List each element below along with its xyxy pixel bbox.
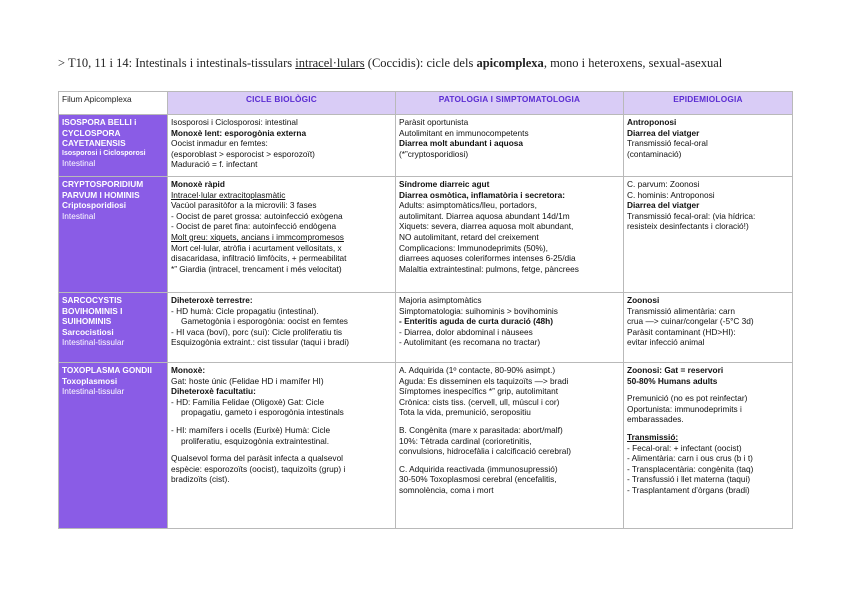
- organism-name: CRYPTOSPORIDIUM PARVUM I HOMINIS: [62, 179, 144, 200]
- patologia-cell: Síndrome diarreic agut Diarrea osmòtica, inflamatòria i secretora: Adults: asimptomàtics/lleu, portadors, autolimitant. Diarrea aquosa abundant 14d/1m Xiquets: severa, diarrea aquosa molt abundant, NO autolimitant, retard del creixement Complicacions: Immunodeprimits (50%), diarrees aquoses coleriformes intenses 6-25/dia Malaltia extraintestinal: pulmons, fetge, pàncrees: [396, 177, 624, 293]
- organism-type: Intestinal: [62, 210, 96, 221]
- organism-name: TOXOPLASMA GONDII: [62, 365, 152, 375]
- apicomplexa-table: [58, 91, 793, 529]
- table-row: [59, 115, 793, 177]
- organism-type: Intestinal: [62, 157, 96, 168]
- organism-cell: [59, 293, 168, 363]
- patologia-cell: Paràsit oportunista Autolimitant en immunocompetents Diarrea molt abundant i aquosa (*”cryptosporidiosi): [396, 115, 624, 177]
- table-row: [59, 177, 793, 293]
- table-row: [59, 363, 793, 529]
- organism-cell: [59, 177, 168, 293]
- organism-type: Intestinal-tissular: [62, 337, 125, 348]
- table-header-row: [59, 92, 793, 115]
- organism-name: SARCOCYSTIS BOVIHOMINIS I SUIHOMINIS: [62, 295, 123, 327]
- cicle-cell: Monoxè ràpid Intracel·lular extracitoplasmàtic Vacúol parasitòfor a la microvili: 3 fases - Oocist de paret grossa: autoinfecció exògena - Oocist de paret fina: autoinfecció endògena Molt greu: xiquets, ancians i immcompromesos Mort cel·lular, atròfia i acurtament vellositats, x disacaridasa, infiltració limfòcits, + permeabilitat *” Giardia (intracel, trencament i més velocitat): [168, 177, 396, 293]
- epidemiologia-cell: Antroponosi Diarrea del viatger Transmissió fecal-oral (contaminació): [624, 115, 793, 177]
- disease-name: Toxoplasmosi: [62, 375, 118, 386]
- header-cicle-biologic: CICLE BIOLÒGIC: [168, 92, 396, 115]
- cicle-cell: Diheteroxè terrestre: - HD humà: Cicle propagatiu (intestinal). Gametogònia i esporogònia: oocist en femtes - HI vaca (boví), porc (suí): Cicle proliferatiu tis Esquizogònia extraint.: cist tissular (taqui i bradi): [168, 293, 396, 363]
- page-title: > T10, 11 i 14: Intestinals i intestinals-tissulars intracel·lulars (Coccidis): cicle dels apicomplexa, mono i heteroxens, sexual-asexual: [58, 56, 723, 70]
- disease-name: Sarcocistiosi: [62, 326, 114, 337]
- organism-cell: [59, 363, 168, 529]
- organism-type: Intestinal-tissular: [62, 386, 125, 397]
- patologia-cell: A. Adquirida (1º contacte, 80-90% asimpt.) Aguda: Es disseminen els taquizoïts —> bradi Símptomes inespecífics *” grip, autolimitant Crònica: cists tiss. (cervell, ull, múscul i cor) Tota la vida, premunició, seropositiu B. Congènita (mare x parasitada: abort/malf) 10%: Tètrada cardinal (corioretinitis, convulsions, hidrocefàlia i calcificació cerebral) C. Adquirida reactivada (immunosupressió) 30-50% Toxoplasmosi cerebral (encefalitis, somnolència, coma i mort: [396, 363, 624, 529]
- epidemiologia-cell: Zoonosi Transmissió alimentària: carn crua —> cuinar/congelar (-5°C 3d) Paràsit contaminant (HD>HI): evitar infecció animal: [624, 293, 793, 363]
- disease-name: Criptosporidiosi: [62, 200, 127, 211]
- epidemiologia-cell: C. parvum: Zoonosi C. hominis: Antroponosi Diarrea del viatger Transmissió fecal-oral: (via hídrica: resisteix desinfectants i cloració!): [624, 177, 793, 293]
- cicle-cell: Monoxè: Gat: hoste únic (Felidae HD i mamífer HI) Diheteroxè facultatiu: - HD: Família Felidae (Oligoxè) Gat: Cicle propagatiu, gameto i esporogònia intestinals - HI: mamífers i ocells (Eurixè) Humà: Cicle proliferatiu, esquizogònia extraintestinal. Qualsevol forma del paràsit infecta a qualsevol espècie: esporozoïts (oocist), taquizoïts (grup) i bradizoïts (cist).: [168, 363, 396, 529]
- header-epidemiologia: EPIDEMIOLOGIA: [624, 92, 793, 115]
- organism-name: ISOSPORA BELLI i CYCLOSPORA CAYETANENSIS: [62, 117, 137, 149]
- organism-cell: [59, 115, 168, 177]
- epidemiologia-cell: Zoonosi: Gat = reservori 50-80% Humans adults Premunició (no es pot reinfectar) Oportunista: immunodeprimits i embarassades. Transmissió: - Fecal-oral: + infectant (oocist) - Alimentària: carn i ous crus (b i t) - Transplacentària: congènita (taq) - Transfussió i llet materna (taqui) - Trasplantament d’òrgans (bradi): [624, 363, 793, 529]
- header-filum: Filum Apicomplexa: [59, 92, 168, 115]
- disease-name: Isosporosi i Ciclosporosi: [62, 149, 146, 157]
- header-patologia: PATOLOGIA I SIMPTOMATOLOGIA: [396, 92, 624, 115]
- cicle-cell: Isosporosi i Ciclosporosi: intestinal Monoxè lent: esporogònia externa Oocist inmadur en femtes: (esporoblast > esporocist > esporozoït) Maduració = f. infectant: [168, 115, 396, 177]
- patologia-cell: Majoria asimptomàtics Simptomatologia: suihominis > bovihominis - Enteritis aguda de curta duració (48h) - Diarrea, dolor abdominal i nàusees - Autolimitant (es recomana no tractar): [396, 293, 624, 363]
- table-row: [59, 293, 793, 363]
